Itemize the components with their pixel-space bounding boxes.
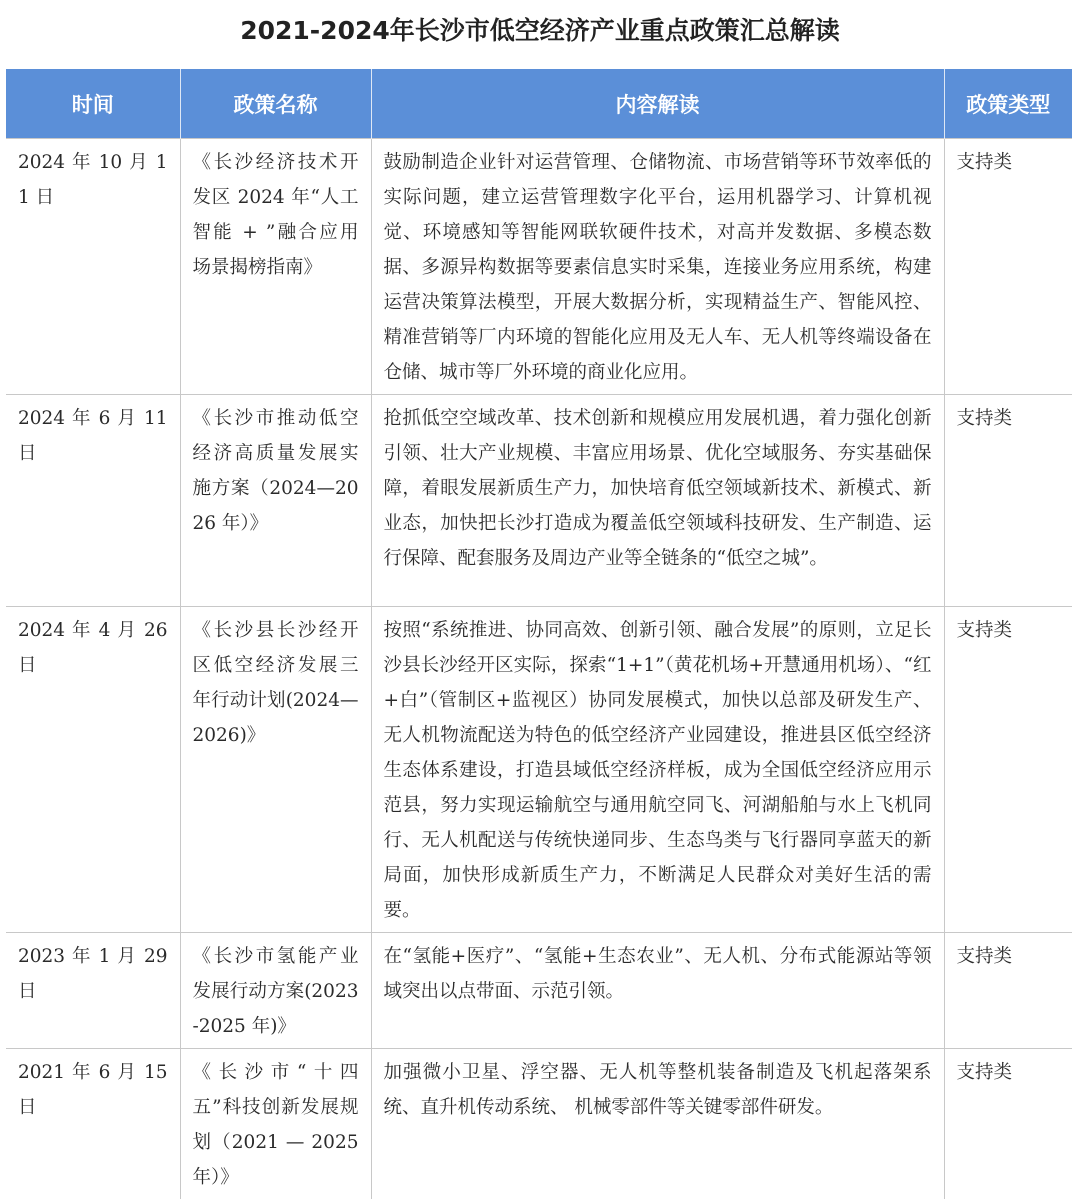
header-content: 内容解读 xyxy=(371,69,944,139)
cell-time: 2024 年 6 月 11 日 xyxy=(6,395,180,607)
page-title: 2021-2024年长沙市低空经济产业重点政策汇总解读 xyxy=(0,12,1080,50)
cell-content: 加强微小卫星、浮空器、无人机等整机装备制造及飞机起落架系统、直升机传动系统、 机械零部件等关键零部件研发。 xyxy=(371,1049,944,1199)
cell-policy-name: 《长沙县长沙经开区低空经济发展三年行动计划(2024—2026)》 xyxy=(180,607,371,933)
cell-policy-name: 《长沙市推动低空经济高质量发展实施方案（2024—2026 年）》 xyxy=(180,395,371,607)
cell-policy-type: 支持类 xyxy=(944,1049,1072,1199)
policy-table xyxy=(6,69,1072,1199)
table-row xyxy=(6,395,1072,607)
cell-content: 抢抓低空空域改革、技术创新和规模应用发展机遇，着力强化创新引领、壮大产业规模、丰富应用场景、优化空域服务、夯实基础保障，着眼发展新质生产力，加快培育低空领域新技术、新模式、新业态，加快把长沙打造成为覆盖低空领域科技研发、生产制造、运行保障、配套服务及周边产业等全链条的“低空之城”。 xyxy=(371,395,944,607)
cell-policy-type: 支持类 xyxy=(944,139,1072,395)
cell-content: 鼓励制造企业针对运营管理、仓储物流、市场营销等环节效率低的实际问题，建立运营管理数字化平台，运用机器学习、计算机视觉、环境感知等智能网联软硬件技术，对高并发数据、多模态数据、多源异构数据等要素信息实时采集，连接业务应用系统，构建运营决策算法模型，开展大数据分析，实现精益生产、智能风控、精准营销等厂内环境的智能化应用及无人车、无人机等终端设备在仓储、城市等厂外环境的商业化应用。 xyxy=(371,139,944,395)
cell-policy-name: 《长沙经济技术开发区 2024 年“人工智能 + ”融合应用场景揭榜指南》 xyxy=(180,139,371,395)
header-policy-name: 政策名称 xyxy=(180,69,371,139)
table-row xyxy=(6,1049,1072,1199)
cell-policy-type: 支持类 xyxy=(944,395,1072,607)
table-row xyxy=(6,933,1072,1049)
cell-policy-type: 支持类 xyxy=(944,933,1072,1049)
table-header-row xyxy=(6,69,1072,139)
cell-content: 按照“系统推进、协同高效、创新引领、融合发展”的原则，立足长沙县长沙经开区实际，探索“1+1”（黄花机场+开慧通用机场）、“红+白”（管制区+监视区）协同发展模式，加快以总部及研发生产、无人机物流配送为特色的低空经济产业园建设，推进县区低空经济生态体系建设，打造县域低空经济样板，成为全国低空经济应用示范县，努力实现运输航空与通用航空同飞、河湖船舶与水上飞机同行、无人机配送与传统快递同步、生态鸟类与飞行器同享蓝天的新局面，加快形成新质生产力，不断满足人民群众对美好生活的需要。 xyxy=(371,607,944,933)
cell-policy-type: 支持类 xyxy=(944,607,1072,933)
cell-policy-name: 《长沙市氢能产业发展行动方案(2023-2025 年)》 xyxy=(180,933,371,1049)
cell-policy-name: 《长沙市“十四五”科技创新发展规划（2021 — 2025 年）》 xyxy=(180,1049,371,1199)
cell-time: 2024 年 10 月 11 日 xyxy=(6,139,180,395)
cell-time: 2023 年 1 月 29 日 xyxy=(6,933,180,1049)
cell-time: 2024 年 4 月 26 日 xyxy=(6,607,180,933)
cell-time: 2021 年 6 月 15 日 xyxy=(6,1049,180,1199)
table-row xyxy=(6,139,1072,395)
table-row xyxy=(6,607,1072,933)
cell-content: 在“氢能+医疗”、“氢能+生态农业”、无人机、分布式能源站等领域突出以点带面、示范引领。 xyxy=(371,933,944,1049)
header-policy-type: 政策类型 xyxy=(944,69,1072,139)
header-time: 时间 xyxy=(6,69,180,139)
